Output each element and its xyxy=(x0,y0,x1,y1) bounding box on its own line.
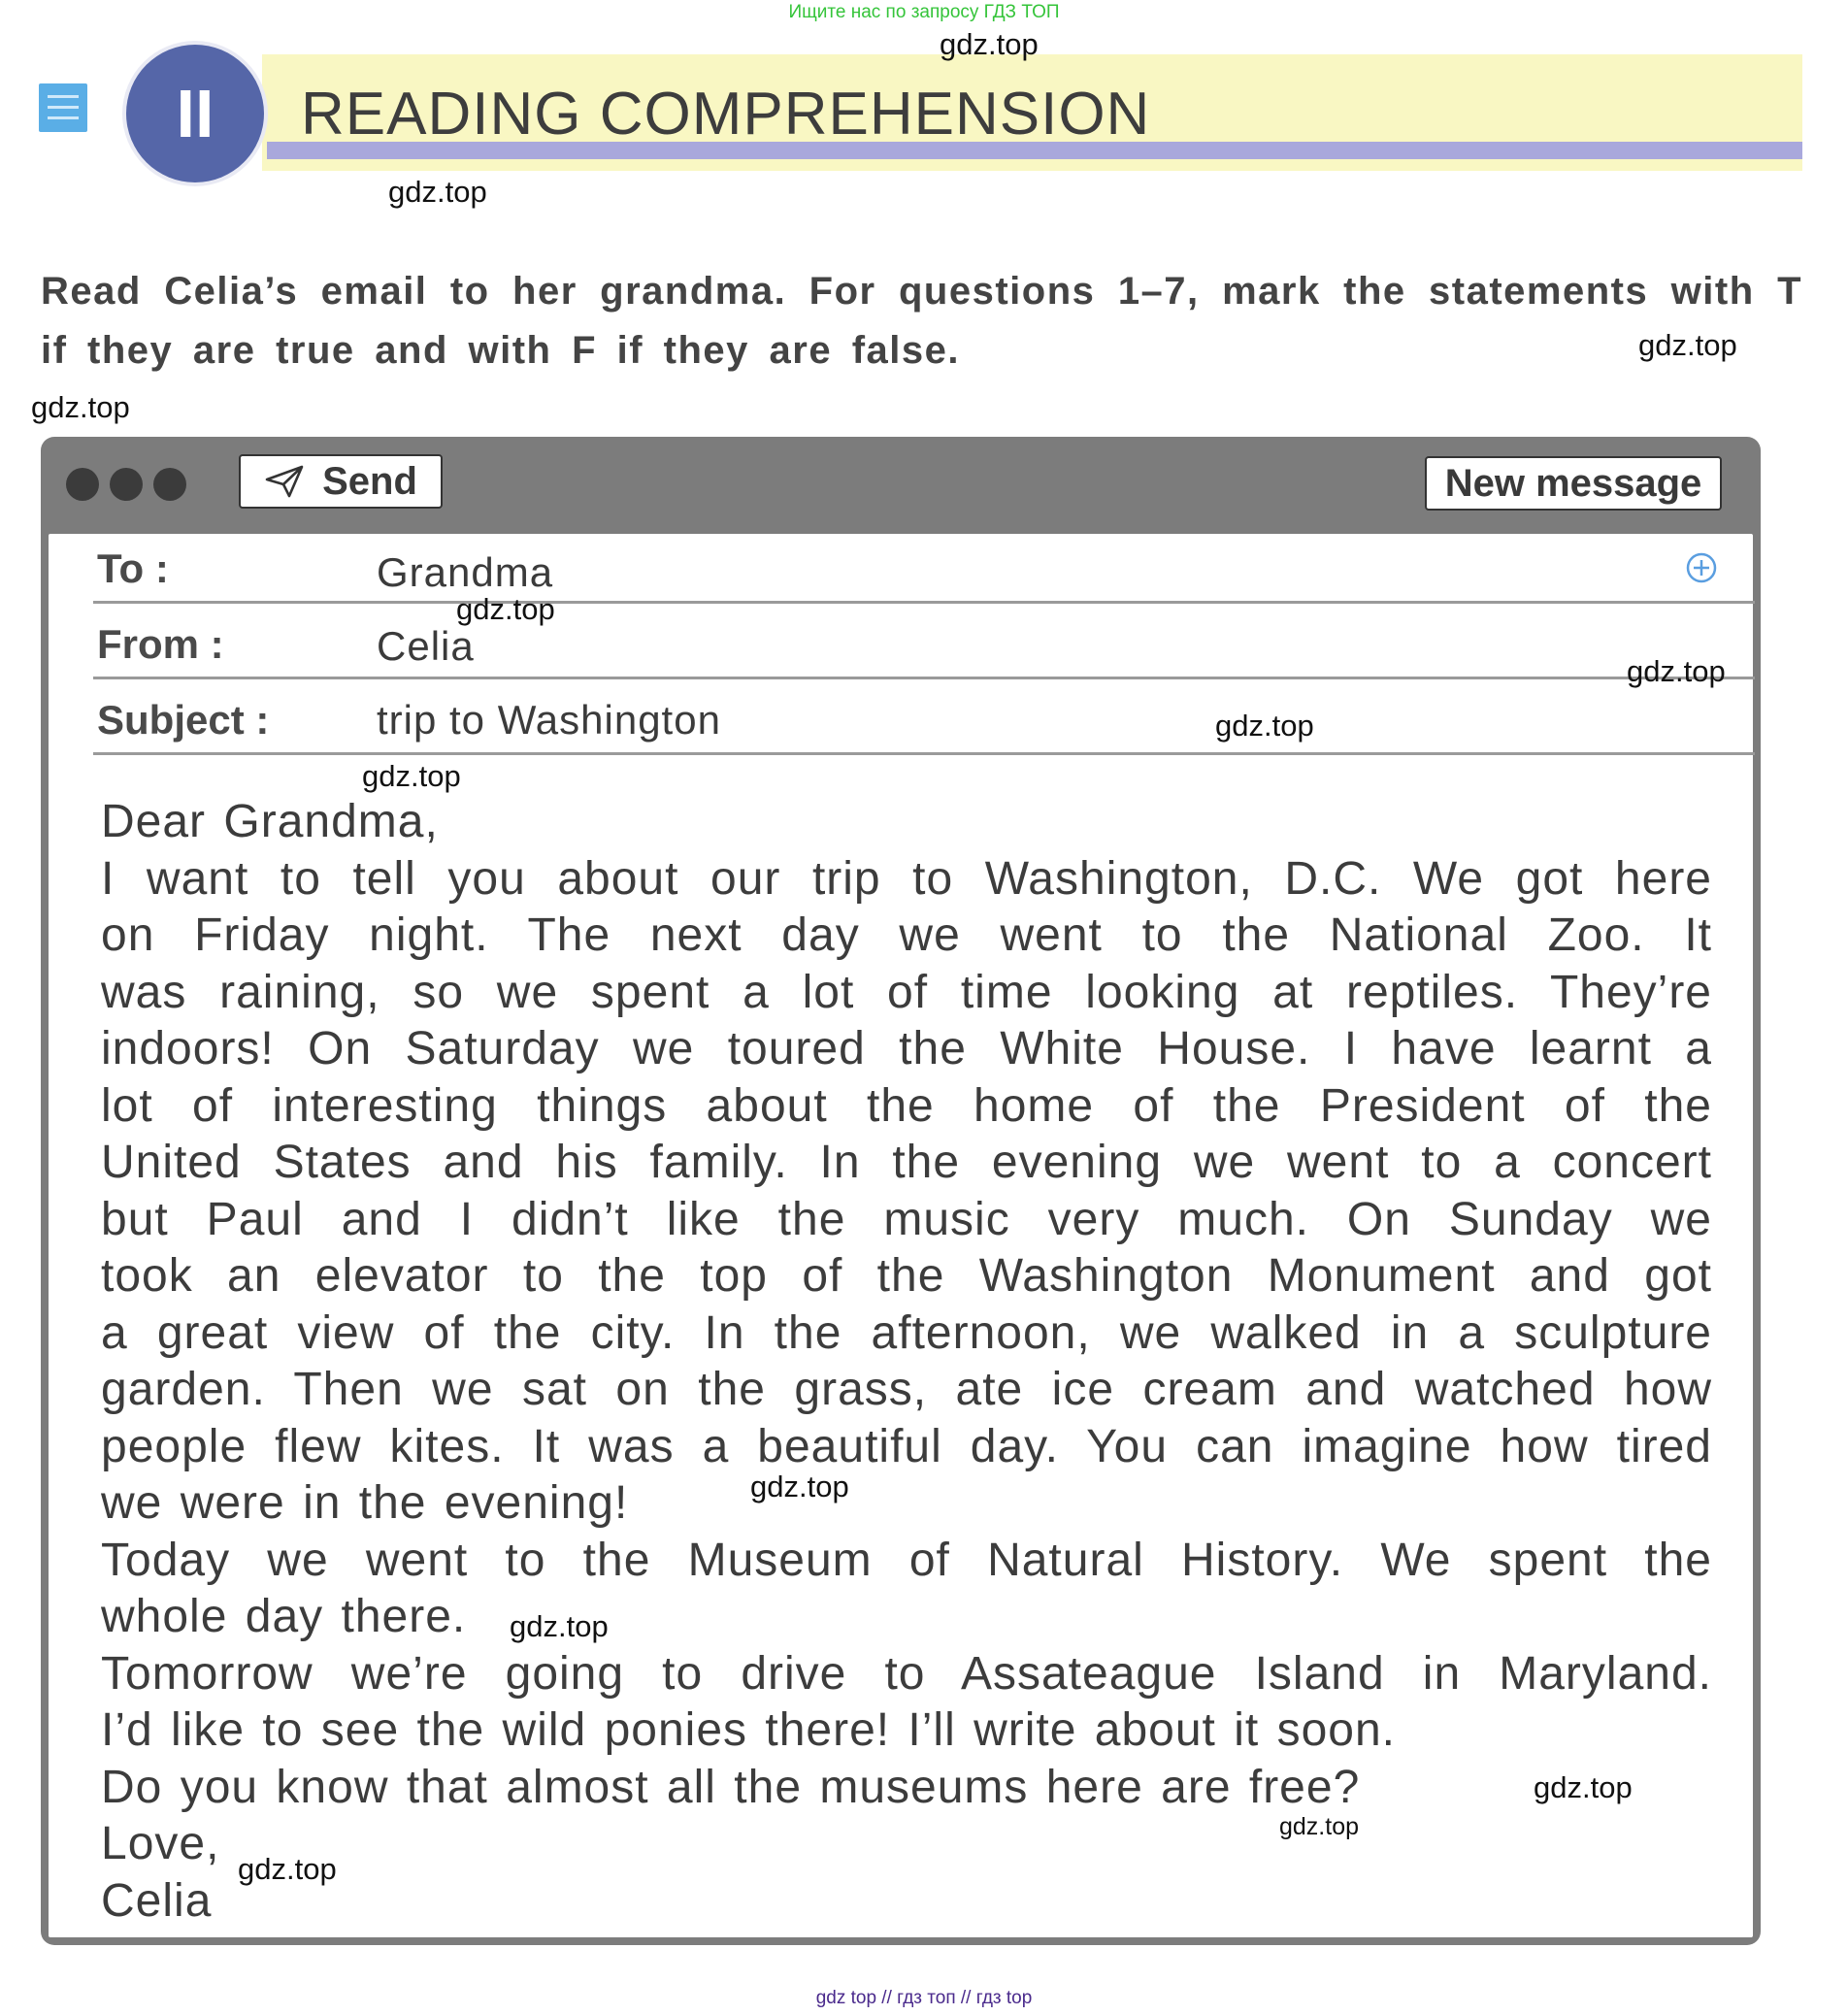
watermark: gdz.top xyxy=(750,1470,849,1503)
email-body-line: indoors! On Saturday we toured the White House. I have learnt a xyxy=(101,1023,1712,1074)
send-button-label: Send xyxy=(322,459,417,503)
to-label: To : xyxy=(97,545,169,591)
watermark: gdz.top xyxy=(510,1609,609,1643)
window-control-dot[interactable] xyxy=(66,468,99,501)
hamburger-icon[interactable] xyxy=(39,83,87,132)
field-separator xyxy=(93,752,1755,755)
task-instruction: Read Celia’s email to her grandma. For questions 1–7, mark the statements with T if they are true and with F if they are false. xyxy=(41,270,1802,372)
email-body-line: people flew kites. It was a beautiful day. You can imagine how tired xyxy=(101,1420,1712,1472)
email-body-line: Do you know that almost all the museums here are free? xyxy=(101,1761,1361,1813)
watermark: gdz.top xyxy=(1638,328,1737,362)
email-body-line: garden. Then we sat on the grass, ate ice cream and watched how xyxy=(101,1364,1712,1415)
watermark: gdz.top xyxy=(238,1852,337,1886)
send-button[interactable] xyxy=(239,454,443,509)
email-body-line: we were in the evening! xyxy=(101,1477,629,1529)
email-body-line: Love, xyxy=(101,1818,220,1869)
email-body-line: a great view of the city. In the afternoon, we walked in a sculpture xyxy=(101,1306,1712,1359)
email-body-line: Today we went to the Museum of Natural History. We spent the xyxy=(101,1534,1712,1586)
watermark: gdz.top xyxy=(456,592,555,626)
field-separator xyxy=(93,677,1755,679)
email-body-line: on Friday night. The next day we went to the National Zoo. It xyxy=(101,909,1712,961)
email-body-line: but Paul and I didn’t like the music very much. On Sunday we xyxy=(101,1193,1712,1245)
email-body-line: was raining, so we spent a lot of time looking at reptiles. They’re xyxy=(101,966,1712,1018)
window-control-dot[interactable] xyxy=(110,468,143,501)
subject-field[interactable]: trip to Washington xyxy=(377,697,721,743)
field-separator xyxy=(93,601,1755,604)
watermark: gdz.top xyxy=(362,759,461,793)
email-body-line: Celia xyxy=(101,1874,213,1927)
top-watermark-note: Ищите нас по запросу ГДЗ ТОП xyxy=(788,2,1060,22)
watermark: gdz.top xyxy=(31,390,130,424)
watermark: gdz.top xyxy=(940,27,1039,61)
plus-circle-icon[interactable] xyxy=(1685,551,1718,584)
from-field[interactable]: Celia xyxy=(377,623,475,669)
watermark: gdz.top xyxy=(1627,654,1726,688)
email-body-line: Dear Grandma, xyxy=(101,796,439,847)
email-body-line: whole day there. xyxy=(101,1591,467,1642)
subject-label: Subject : xyxy=(97,697,270,743)
watermark: gdz.top xyxy=(1215,709,1314,743)
window-control-dot[interactable] xyxy=(153,468,186,501)
email-body-line: Tomorrow we’re going to drive to Assateague Island in Maryland. xyxy=(101,1647,1712,1700)
bottom-watermark-note: gdz top // гдз топ // гдз top xyxy=(815,1988,1033,2008)
email-body-line: I’d like to see the wild ponies there! I’ll write about it soon. xyxy=(101,1704,1396,1756)
email-body-line: lot of interesting things about the home of the President of the xyxy=(101,1079,1712,1132)
from-label: From : xyxy=(97,621,224,667)
new-message-button[interactable]: New message xyxy=(1425,456,1722,511)
email-body-line: took an elevator to the top of the Washington Monument and got xyxy=(101,1250,1712,1302)
to-field[interactable]: Grandma xyxy=(377,549,554,595)
unit-number-badge: II xyxy=(126,45,264,182)
watermark: gdz.top xyxy=(1534,1770,1633,1804)
watermark: gdz.top xyxy=(1279,1813,1360,1840)
email-body[interactable] xyxy=(101,794,1712,1930)
email-body-line: United States and his family. In the evening we went to a concert xyxy=(101,1137,1712,1188)
email-body-line: I want to tell you about our trip to Washington, D.C. We got here xyxy=(101,852,1712,905)
section-title: READING COMPREHENSION xyxy=(301,81,1151,148)
watermark: gdz.top xyxy=(388,175,487,209)
paper-plane-icon xyxy=(264,464,305,499)
